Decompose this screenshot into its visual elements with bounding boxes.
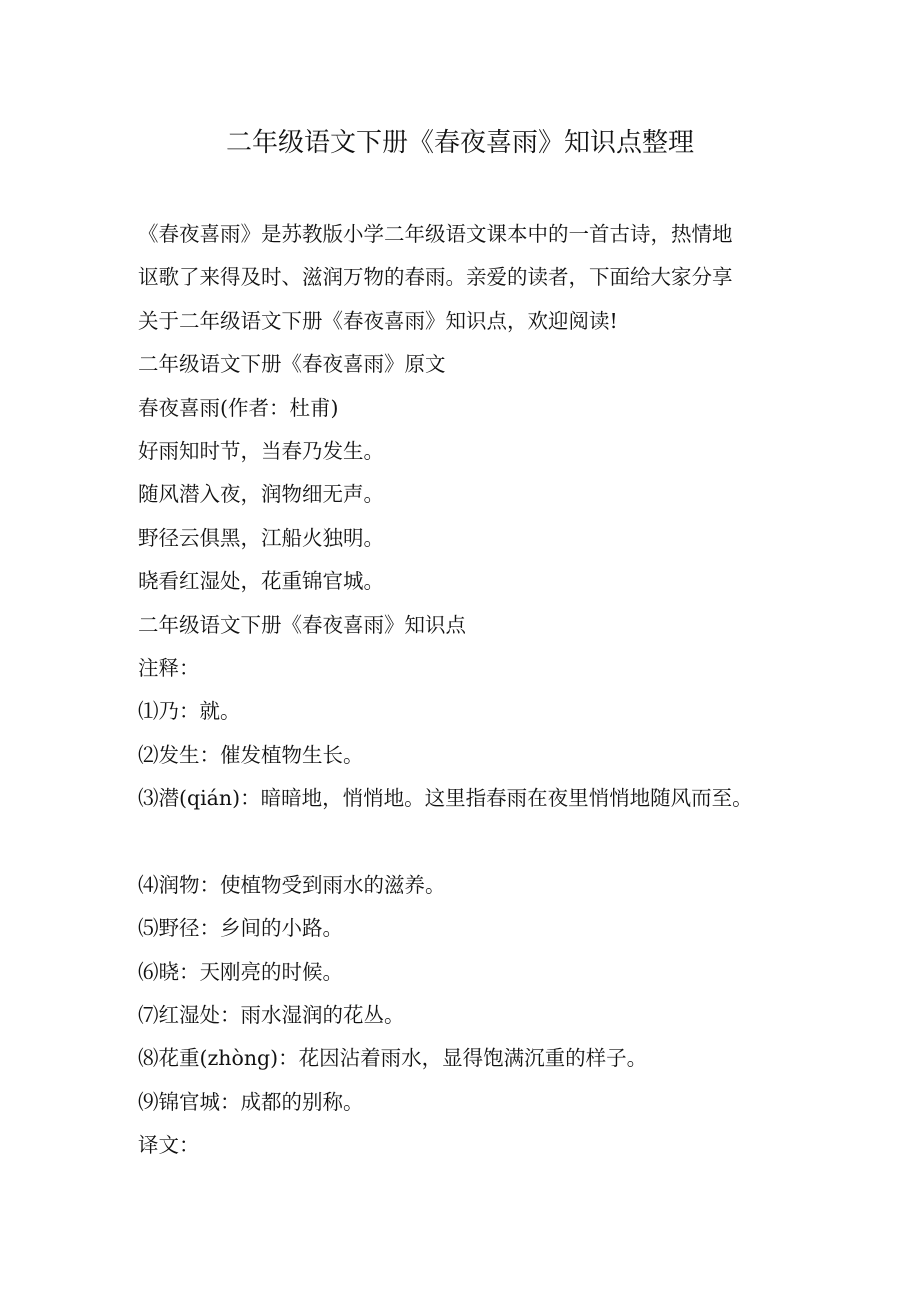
poem-line: 晓看红湿处，花重锦官城。 <box>138 569 384 594</box>
document-body <box>138 213 798 1168</box>
note-item: ⑵发生：催发植物生长。 <box>138 742 364 767</box>
note-item: ⑹晓：天刚亮的时候。 <box>138 959 343 984</box>
note-item: ⑻花重(zhòng)：花因沾着雨水，显得饱满沉重的样子。 <box>138 1046 648 1071</box>
poem-line: 好雨知时节，当春乃发生。 <box>138 438 384 463</box>
note-item: ⑺红湿处：雨水湿润的花丛。 <box>138 1003 405 1028</box>
intro-line: 关于二年级语文下册《春夜喜雨》知识点，欢迎阅读! <box>138 308 618 333</box>
knowledge-heading: 二年级语文下册《春夜喜雨》知识点 <box>138 612 466 637</box>
note-item: ⑷润物：使植物受到雨水的滋养。 <box>138 872 446 897</box>
notes-label: 注释： <box>138 655 200 680</box>
intro-line: 讴歌了来得及时、滋润万物的春雨。亲爱的读者，下面给大家分享 <box>138 265 733 290</box>
original-heading: 二年级语文下册《春夜喜雨》原文 <box>138 352 446 377</box>
blank-line <box>138 820 798 863</box>
note-item: ⑴乃：就。 <box>138 699 241 724</box>
page-title: 二年级语文下册《春夜喜雨》知识点整理 <box>225 128 694 158</box>
note-item: ⑸野径：乡间的小路。 <box>138 916 343 941</box>
poem-line: 野径云俱黑，江船火独明。 <box>138 525 384 550</box>
note-item: ⑼锦官城：成都的别称。 <box>138 1089 364 1114</box>
poem-line: 随风潜入夜，润物细无声。 <box>138 482 384 507</box>
translation-label: 译文： <box>138 1133 200 1158</box>
poem-title: 春夜喜雨(作者：杜甫) <box>138 395 339 420</box>
note-item: ⑶潜(qián)：暗暗地，悄悄地。这里指春雨在夜里悄悄地随风而至。 <box>138 786 753 811</box>
intro-line: 《春夜喜雨》是苏教版小学二年级语文课本中的一首古诗，热情地 <box>138 222 733 246</box>
